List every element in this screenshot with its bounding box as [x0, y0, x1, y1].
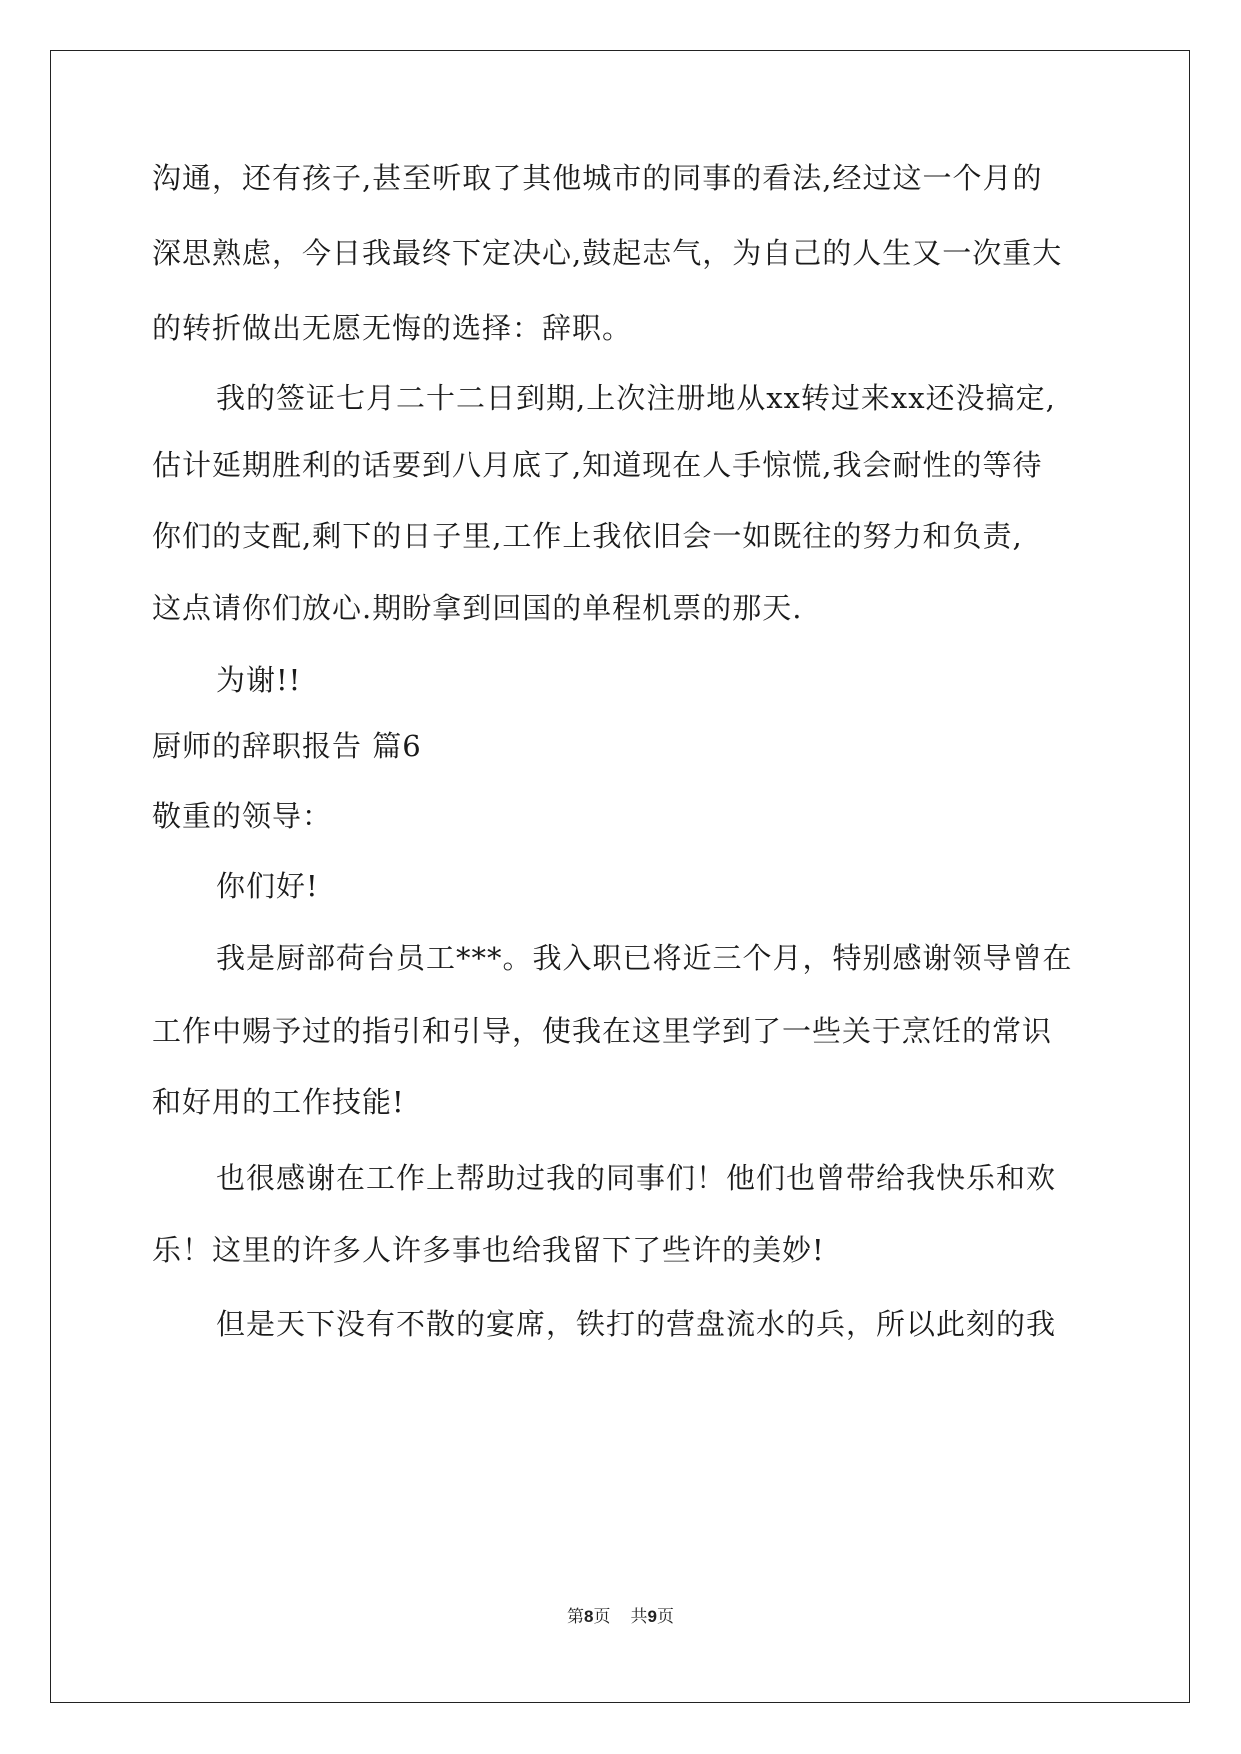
- total-page-number: 9: [647, 1607, 657, 1626]
- greeting: 你们好!: [216, 869, 319, 903]
- page-footer: [0, 1602, 1241, 1627]
- paragraph-start-line: 我是厨部荷台员工***。我入职已将近三个月，特别感谢领导曾在: [216, 941, 1073, 975]
- text-line: 这点请你们放心.期盼拿到回国的单程机票的那天.: [152, 591, 803, 625]
- text-line: 和好用的工作技能!: [152, 1085, 405, 1119]
- current-page-number: 8: [584, 1607, 594, 1626]
- text-line: 估计延期胜利的话要到八月底了,知道现在人手惊慌,我会耐性的等待: [152, 448, 1043, 482]
- text-line: 沟通，还有孩子,甚至听取了其他城市的同事的看法,经过这一个月的: [152, 161, 1043, 195]
- text-line: 乐！这里的许多人许多事也给我留下了些许的美妙!: [152, 1233, 825, 1267]
- text-line: 工作中赐予过的指引和引导，使我在这里学到了一些关于烹饪的常识: [152, 1014, 1053, 1048]
- salutation: 敬重的领导：: [152, 799, 333, 833]
- paragraph-start-line: 也很感谢在工作上帮助过我的同事们！他们也曾带给我快乐和欢: [216, 1161, 1057, 1195]
- section-heading: 厨师的辞职报告 篇6: [152, 729, 422, 763]
- page-suffix: 页: [593, 1607, 611, 1627]
- closing-line: 为谢!!: [216, 663, 302, 697]
- text-line: 的转折做出无愿无悔的选择：辞职。: [152, 311, 633, 345]
- paragraph-start-line: 我的签证七月二十二日到期,上次注册地从xx转过来xx还没搞定,: [216, 381, 1056, 415]
- total-prefix: 共: [630, 1607, 648, 1627]
- paragraph-start-line: 但是天下没有不散的宴席，铁打的营盘流水的兵，所以此刻的我: [216, 1307, 1057, 1341]
- page-prefix: 第: [567, 1607, 585, 1627]
- total-suffix: 页: [656, 1607, 674, 1627]
- text-line: 深思熟虑，今日我最终下定决心,鼓起志气，为自己的人生又一次重大: [152, 236, 1063, 270]
- text-line: 你们的支配,剩下的日子里,工作上我依旧会一如既往的努力和负责,: [152, 519, 1023, 553]
